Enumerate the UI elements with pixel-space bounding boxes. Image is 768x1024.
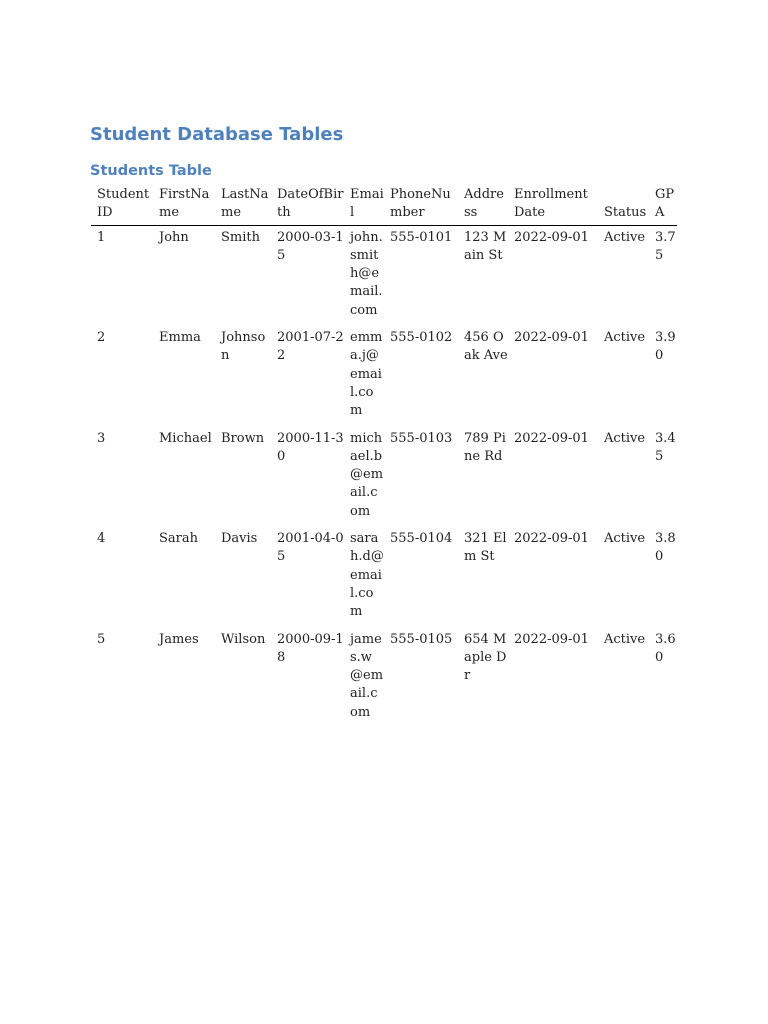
cell-gpa: 3.80 bbox=[655, 531, 676, 565]
document-title: Student Database Tables bbox=[90, 124, 344, 145]
cell-email: michael.b@email.com bbox=[350, 430, 384, 519]
table-row bbox=[91, 427, 677, 527]
cell-firstname: Sarah bbox=[159, 531, 198, 547]
cell-address: 654 Maple Dr bbox=[464, 631, 507, 684]
cell-firstname: John bbox=[159, 229, 189, 245]
cell-studentid: 5 bbox=[97, 631, 106, 647]
cell-enrollmentdate: 2022-09-01 bbox=[514, 531, 589, 547]
table-header-row bbox=[91, 186, 677, 225]
cell-email: john.smith@email.com bbox=[350, 229, 383, 318]
cell-gpa: 3.90 bbox=[655, 330, 676, 364]
header-dateofbirth: DateOfBirth bbox=[271, 186, 344, 225]
cell-address: 321 Elm St bbox=[464, 531, 507, 565]
table-row bbox=[91, 628, 677, 728]
cell-status: Active bbox=[604, 430, 646, 446]
header-firstname: FirstName bbox=[153, 186, 215, 225]
cell-enrollmentdate: 2022-09-01 bbox=[514, 330, 589, 346]
header-email: Email bbox=[344, 186, 384, 225]
cell-phonenumber: 555-0105 bbox=[390, 631, 453, 647]
cell-dateofbirth: 2000-11-30 bbox=[277, 430, 344, 464]
header-address: Address bbox=[458, 186, 508, 225]
cell-status: Active bbox=[604, 330, 646, 346]
cell-status: Active bbox=[604, 531, 646, 547]
cell-status: Active bbox=[604, 229, 646, 245]
table-row bbox=[91, 527, 677, 627]
cell-lastname: Johnson bbox=[221, 330, 266, 364]
cell-email: james.w@email.com bbox=[350, 631, 384, 720]
header-status: Status bbox=[598, 186, 649, 225]
header-phonenumber: PhoneNumber bbox=[384, 186, 458, 225]
cell-gpa: 3.75 bbox=[655, 229, 676, 263]
cell-address: 456 Oak Ave bbox=[464, 330, 508, 364]
cell-lastname: Smith bbox=[221, 229, 260, 245]
cell-lastname: Brown bbox=[221, 430, 265, 446]
cell-firstname: Michael bbox=[159, 430, 212, 446]
cell-address: 123 Main St bbox=[464, 229, 507, 263]
cell-studentid: 2 bbox=[97, 330, 106, 346]
cell-firstname: James bbox=[159, 631, 199, 647]
cell-gpa: 3.60 bbox=[655, 631, 676, 665]
table-row bbox=[91, 326, 677, 426]
cell-studentid: 4 bbox=[97, 531, 106, 547]
cell-enrollmentdate: 2022-09-01 bbox=[514, 229, 589, 245]
cell-enrollmentdate: 2022-09-01 bbox=[514, 430, 589, 446]
cell-phonenumber: 555-0104 bbox=[390, 531, 453, 547]
cell-firstname: Emma bbox=[159, 330, 201, 346]
header-studentid: StudentID bbox=[91, 186, 153, 225]
cell-phonenumber: 555-0102 bbox=[390, 330, 453, 346]
cell-enrollmentdate: 2022-09-01 bbox=[514, 631, 589, 647]
cell-phonenumber: 555-0103 bbox=[390, 430, 453, 446]
cell-lastname: Wilson bbox=[221, 631, 266, 647]
cell-phonenumber: 555-0101 bbox=[390, 229, 453, 245]
cell-studentid: 3 bbox=[97, 430, 106, 446]
cell-address: 789 Pine Rd bbox=[464, 430, 506, 464]
cell-status: Active bbox=[604, 631, 646, 647]
cell-dateofbirth: 2001-07-22 bbox=[277, 330, 344, 364]
cell-gpa: 3.45 bbox=[655, 430, 676, 464]
cell-studentid: 1 bbox=[97, 229, 106, 245]
header-gpa: GPA bbox=[649, 186, 677, 225]
section-title: Students Table bbox=[90, 163, 212, 179]
cell-lastname: Davis bbox=[221, 531, 258, 547]
students-table bbox=[91, 186, 677, 728]
cell-email: sarah.d@email.com bbox=[350, 531, 384, 620]
cell-dateofbirth: 2001-04-05 bbox=[277, 531, 344, 565]
header-lastname: LastName bbox=[215, 186, 271, 225]
header-enrollmentdate: EnrollmentDate bbox=[508, 186, 598, 225]
table-row bbox=[91, 225, 677, 326]
cell-email: emma.j@email.com bbox=[350, 330, 383, 419]
cell-dateofbirth: 2000-09-18 bbox=[277, 631, 344, 665]
cell-dateofbirth: 2000-03-15 bbox=[277, 229, 344, 263]
